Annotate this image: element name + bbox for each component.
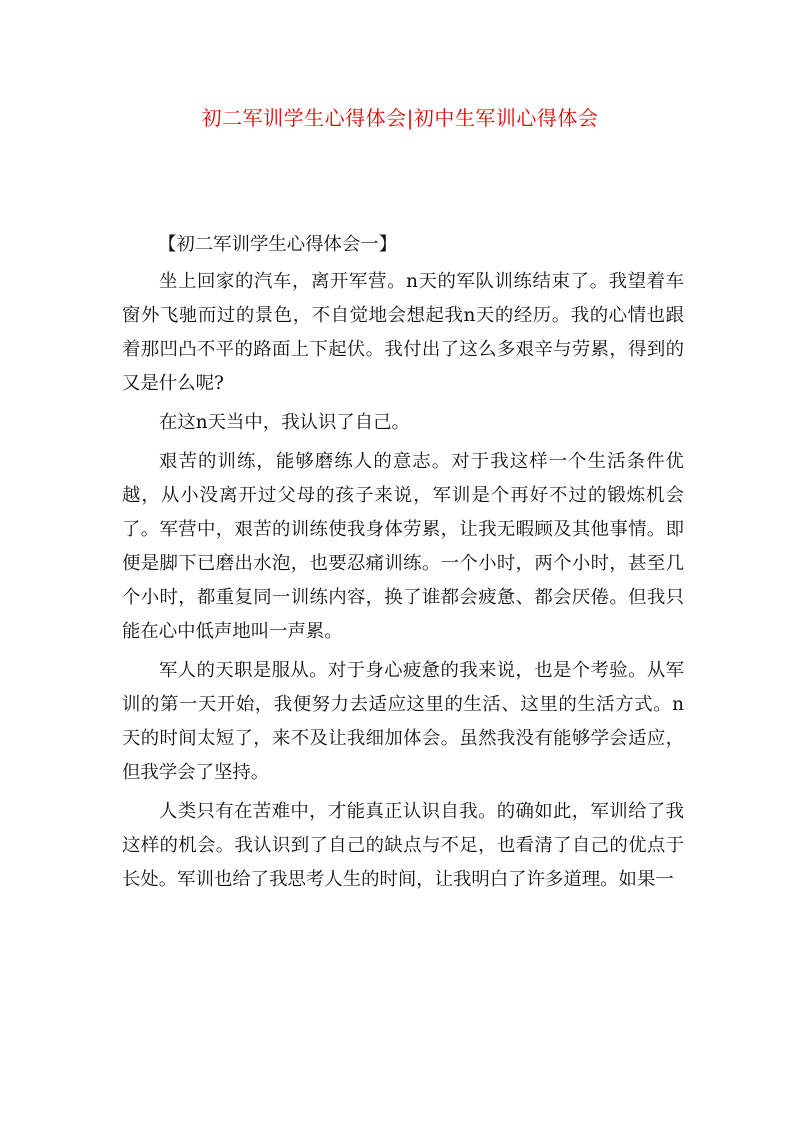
document-title: 初二军训学生心得体会|初中生军训心得体会: [201, 106, 599, 130]
paragraph: 军人的天职是服从。对于身心疲惫的我来说，也是个考验。从军训的第一天开始，我便努力去适应这里的生活、这里的生活方式。n天的时间太短了，来不及让我细加体会。虽然我没有能够学会适应，但我学会了坚持。: [122, 660, 684, 783]
paragraph: 在这n天当中，我认识了自己。: [159, 412, 410, 433]
paragraph: 人类只有在苦难中，才能真正认识自我。的确如此，军训给了我这样的机会。我认识到了自己的缺点与不足，也看清了自己的优点于长处。军训也给了我思考人生的时间，让我明白了许多道理。如果一: [122, 801, 684, 890]
paragraph: 艰苦的训练，能够磨练人的意志。对于我这样一个生活条件优越，从小没离开过父母的孩子来说，军训是个再好不过的锻炼机会了。军营中，艰苦的训练使我身体劳累，让我无暇顾及其他事情。即便是脚下已磨出水泡，也要忍痛训练。一个小时，两个小时，甚至几个小时，都重复同一训练内容，换了谁都会疲惫、都会厌倦。但我只能在心中低声地叫一声累。: [122, 451, 684, 642]
paragraph: 坐上回家的汽车，离开军营。n天的军队训练结束了。我望着车窗外飞驰而过的景色，不自觉地会想起我n天的经历。我的心情也跟着那凹凸不平的路面上下起伏。我付出了这么多艰辛与劳累，得到的又是什么呢?: [122, 271, 684, 394]
document-body: [122, 228, 684, 897]
section-heading: 【初二军训学生心得体会一】: [158, 234, 398, 255]
